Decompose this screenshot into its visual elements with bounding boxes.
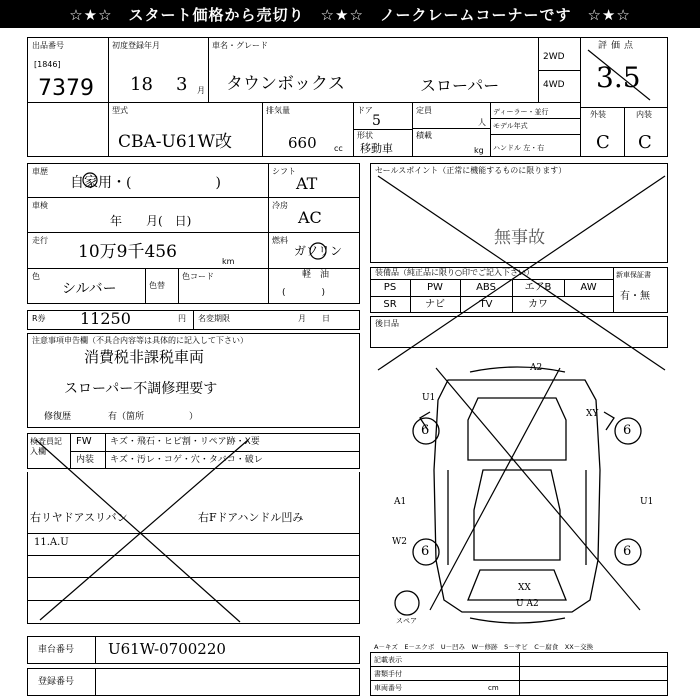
mark-ua2: U A2 [516,599,539,609]
mileage-value: 10万9千456 [78,242,177,262]
cap-unit: 人 [478,118,486,127]
mark-w2: W2 [392,537,407,547]
door-value: 5 [372,113,381,129]
history-value: 自家用・( ) [70,175,221,191]
hw-note-1: 右リヤドアスリバン [30,511,128,524]
recycle-label: R券 [32,314,46,323]
car-name: タウンボックス [226,74,345,94]
shift-value: AT [296,174,318,193]
ext-grade: C [596,132,610,153]
equip-label: 装備品（純正品に限り○印でご記入下さい） [375,268,534,277]
reg-year: 18 [130,74,153,95]
equip-tv: TV [479,299,493,310]
fuel-value: ガソリン [294,244,343,258]
fw-label: FW [76,436,92,447]
recycle-unit: 円 [178,314,186,323]
spare-label: スペア [396,617,417,625]
color-value: シルバー [62,281,117,297]
type-value: CBA-U61W改 [118,132,232,152]
tire-fr: 6 [623,423,632,438]
equip-sr: SR [383,299,397,310]
repair-label: 修復歴 [44,412,72,422]
inspection-label: 車検 [32,201,48,210]
notes-label: 注意事項申告欄（不具合内容等は具体的に記入して下さい） [32,336,248,345]
recycle-value: 11250 [80,309,131,328]
fuel-alt: 軽 油 [302,270,330,280]
ac-value: AC [298,208,322,227]
accident-stamp: 無事故 [494,228,545,248]
tire-rr: 6 [623,544,632,559]
hw-note-2: 右Fドアハンドル凹み [198,511,304,524]
shift-label: シフト [272,167,296,176]
mark-a1: A1 [394,497,407,507]
color-code-label: 色コード [182,272,214,281]
lot-label: 出品番号 [32,41,64,50]
lot-small: [1846] [34,60,61,69]
color-label: 色 [32,272,40,281]
sales-label: セールスポイント（正常に機能するものに限ります） [375,166,567,175]
doc-label-2: 書類手付 [374,670,402,678]
ext-label: 外装 [590,110,606,119]
dealer-label: ディーラー・並行 [493,108,549,116]
tire-fl: 6 [421,423,430,438]
history-label: 車歴 [32,167,48,176]
fuel-label: 燃料 [272,236,288,245]
int-grade: C [638,132,652,153]
eval-label: 評価点 [598,41,638,51]
fw-items: キズ・飛石・ヒビ割・リペア跡・X要 [110,437,260,447]
in-items: キズ・汚レ・コゲ・穴・タバコ・破レ [110,455,263,465]
reg-unit: 月 [197,86,205,95]
shape-value: 移動車 [360,142,393,155]
drive-4wd: 4WD [543,80,565,90]
mark-u1-right: U1 [640,497,654,507]
mileage-unit: km [222,257,235,266]
repair-value: 有（箇所 ） [108,412,199,422]
disp-value: 660 [288,134,317,152]
mark-u1-left: U1 [422,393,436,403]
meigi-value: 月 日 [298,314,330,323]
registration-section [27,668,360,696]
mark-xx: XX [518,583,531,593]
inspector-label: 検査員記入欄 [30,437,62,456]
equip-navi: ナビ [425,299,445,310]
tire-rl: 6 [421,544,430,559]
equip-pw: PW [427,282,443,293]
mark-xy: XY [586,409,599,419]
mark-a2-top: A2 [530,363,543,373]
int-label: 内装 [636,110,652,119]
reg-no-label: 登録番号 [38,677,75,687]
doc-label-1: 記載表示 [374,656,402,664]
hw-note-3: 11.A.U [34,537,69,548]
handle-label: ハンドル 左・右 [493,144,545,152]
inspection-value: 年 月( 日) [110,214,192,228]
chassis-value: U61W-0700220 [108,640,226,658]
equip-airbag: エアB [524,282,552,293]
fuel-paren: ( ) [282,288,326,298]
in-label: 内装 [76,455,95,465]
other-label: 後日品 [375,319,399,328]
drive-2wd: 2WD [543,52,565,62]
equip-leather: カワ [528,299,548,310]
eval-score: 3.5 [596,61,641,94]
shape-label: 形状 [357,131,373,140]
lot-number: 7379 [38,76,94,101]
note-2: スローパー不調修理要す [64,381,218,397]
doc-unit: cm [488,684,499,692]
damage-legend: A－キズ E－エクボ U－凹み W－修跡 S－サビ C－腐食 XX－交換 [374,643,594,651]
type-label: 型式 [112,106,128,115]
new-label: 新車保証書 [616,271,651,279]
ac-label: 冷房 [272,201,288,210]
new-value: 有・無 [620,291,650,302]
equip-ps: PS [383,282,397,293]
load-unit: kg [474,146,484,155]
reg-month: 3 [176,74,188,95]
chassis-label: 車台番号 [38,645,75,655]
cap-label: 定員 [416,106,432,115]
name-label: 車名・グレード [212,41,268,50]
reg-label: 初度登録年月 [112,41,160,50]
doc-label-3: 車両番号 [374,684,402,692]
equip-abs: ABS [476,282,496,293]
equip-aw: AW [580,282,597,293]
mileage-label: 走行 [32,236,48,245]
meigi-label: 名変期限 [198,314,230,323]
top-banner: ☆★☆ スタート価格から売切り ☆★☆ ノークレームコーナーです ☆★☆ [0,0,700,28]
grade: スローパー [420,76,500,95]
disp-label: 排気量 [266,106,290,115]
repaint-label: 色替 [149,281,165,290]
disp-unit: cc [334,144,343,153]
door-label: ドア [357,106,373,115]
load-label: 積載 [416,131,432,140]
note-1: 消費税非課税車両 [84,348,205,366]
model-year-label: モデル年式 [493,122,528,130]
